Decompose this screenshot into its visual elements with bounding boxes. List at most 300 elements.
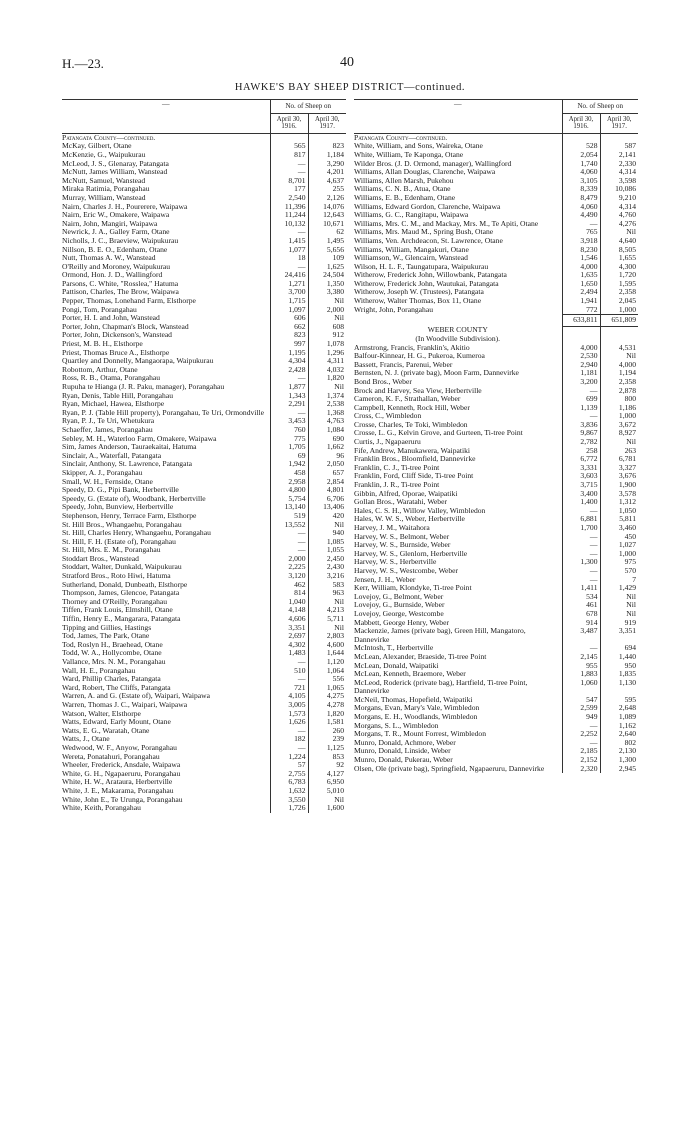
- sheep-1917: 1,084: [308, 426, 346, 435]
- sheep-1917: 62: [308, 228, 346, 237]
- owner-name: Hales, C. S. H., Willow Valley, Wimbledon: [354, 505, 486, 515]
- sheep-1916: 2,494: [562, 288, 600, 297]
- sheep-1917: 4,314: [600, 203, 638, 212]
- sheep-1916: 2,054: [562, 151, 600, 160]
- sheep-1916: 3,487: [562, 627, 600, 644]
- sheep-1917: 4,276: [600, 220, 638, 229]
- sheep-1916: 24,416: [270, 271, 308, 280]
- owner-name: Parsons, C. White, "Rosslea," Hatuma: [62, 278, 179, 288]
- owner-name: Ormond, Hon. J. D., Wallingford: [62, 270, 163, 280]
- sheep-1916: 6,881: [562, 515, 600, 524]
- sheep-1916: 6,772: [562, 455, 600, 464]
- sheep-1916: 1,300: [562, 558, 600, 567]
- sheep-1916: 4,302: [270, 641, 308, 650]
- owner-name: Gibbin, Alfred, Oporae, Waipatiki: [354, 488, 458, 498]
- owner-name: White, William, and Sons, Waireka, Otane: [354, 141, 483, 151]
- sheep-1917: 2,045: [600, 297, 638, 306]
- sheep-1917: 1,820: [308, 710, 346, 719]
- table-row: [354, 306, 638, 315]
- sheep-1917: 595: [600, 696, 638, 705]
- owner-name: Williams, Mrs. C. M., and Mackay, Mrs. M., Te Apiti, Otane: [354, 218, 539, 228]
- sheep-1916: 1,343: [270, 392, 308, 401]
- owner-name: Quartley and Donnelly, Mangaorapa, Waipukurau: [62, 356, 214, 366]
- sheep-1917: 3,676: [600, 472, 638, 481]
- sheep-1917: 1,120: [308, 658, 346, 667]
- owner-name: Ryan, P. J., Te Uri, Whetukura: [62, 416, 155, 426]
- sheep-1917: Nil: [600, 438, 638, 447]
- sheep-1916: 8,701: [270, 177, 308, 186]
- owner-name: Morgans, T. R., Mount Forrest, Wimbledon: [354, 729, 487, 739]
- sheep-1916: 823: [270, 331, 308, 340]
- sheep-1917: 1,600: [308, 804, 346, 813]
- sheep-1916: 3,715: [562, 481, 600, 490]
- sheep-1917: 4,311: [308, 357, 346, 366]
- sheep-1916: 1,195: [270, 349, 308, 358]
- sheep-1916: 2,755: [270, 770, 308, 779]
- owner-name: Vallance, Mrs. N. M., Porangahau: [62, 657, 166, 666]
- sheep-1917: 2,000: [308, 306, 346, 315]
- owner-name: Watson, Walter, Elsthorpe: [62, 708, 141, 718]
- owner-name: Munro, Donald, Achmore, Weber: [354, 737, 456, 747]
- sheep-1917: 10,671: [308, 220, 346, 229]
- sheep-1916: 1,483: [270, 649, 308, 658]
- sheep-1916: —: [562, 541, 600, 550]
- sheep-1916: 528: [562, 142, 600, 151]
- sheep-1917: 4,032: [308, 366, 346, 375]
- sheep-1916: 4,000: [562, 344, 600, 353]
- sheep-1916: —: [562, 722, 600, 731]
- sheep-1916: 547: [562, 696, 600, 705]
- sheep-1917: 4,127: [308, 770, 346, 779]
- sheep-1917: Nil: [600, 228, 638, 237]
- sheep-1917: 4,600: [308, 641, 346, 650]
- sheep-1917: 96: [308, 452, 346, 461]
- owner-name: McLeod, Roderick (private bag), Hartfield, Ti-tree Point, Dannevirke: [354, 677, 528, 696]
- owner-name: St. Hill, F. H. (Estate of), Porangahau: [62, 536, 176, 546]
- owner-name: Williams, Allen Marsh, Pukehou: [354, 175, 454, 185]
- sheep-1917: 92: [308, 761, 346, 770]
- owner-name: Nillson, B. E. O., Edenham, Otane: [62, 244, 168, 254]
- sheep-1917: 420: [308, 512, 346, 521]
- owner-name: Harvey, W. S., Herbertville: [354, 557, 437, 567]
- sheep-1916: 765: [562, 228, 600, 237]
- owner-name: Sim, James Anderson, Tauraekaitai, Hatuma: [62, 442, 197, 452]
- sheep-1916: 699: [562, 395, 600, 404]
- owner-name: Tiffen, Frank Louis, Elmshill, Otane: [62, 605, 173, 615]
- owner-name: Robottom, Arthur, Otane: [62, 364, 138, 374]
- sheep-1916: —: [270, 409, 308, 418]
- owner-name: Gollan Bros., Waratahi, Weber: [354, 497, 447, 507]
- sheep-1917: Nil: [308, 383, 346, 392]
- sheep-1916: 1,573: [270, 710, 308, 719]
- sheep-1916: —: [562, 576, 600, 585]
- sheep-1916: 510: [270, 667, 308, 676]
- owner-name: Morgans, S. L., Wimbledon: [354, 720, 439, 730]
- owner-name: Miraka Ratimia, Porangahau: [62, 184, 150, 194]
- owner-name: Olsen, Ole (private bag), Springfield, Ngapaeruru, Dannevirke: [354, 763, 545, 773]
- sheep-1916: 4,105: [270, 692, 308, 701]
- sheep-1917: 1,130: [600, 679, 638, 696]
- owner-name: St. Hill, Charles Henry, Whangaehu, Porangahau: [62, 528, 211, 538]
- owner-name: Pattison, Charles, The Brow, Waipawa: [62, 287, 179, 297]
- sheep-1916: 2,599: [562, 704, 600, 713]
- sheep-1917: 919: [600, 619, 638, 628]
- sheep-1916: 662: [270, 323, 308, 332]
- owner-name: Ryan, Denis, Table Hill, Porangahau: [62, 390, 174, 400]
- owner-name: Williams, Edward Gordon, Clarenche, Waipawa: [354, 201, 501, 211]
- owner-name: Nutt, Thomas A. W., Wanstead: [62, 253, 156, 263]
- sheep-1917: 4,637: [308, 177, 346, 186]
- owner-name: Williams, Allan Douglas, Clarenche, Waipawa: [354, 167, 496, 177]
- sheep-1917: Nil: [308, 521, 346, 530]
- owner-name: Nairn, Charles J. H., Pourerere, Waipawa: [62, 201, 188, 211]
- sheep-1916: —: [270, 263, 308, 272]
- sheep-1917: 853: [308, 753, 346, 762]
- sheep-1916: 1,411: [562, 584, 600, 593]
- sheep-1916: 949: [562, 713, 600, 722]
- sheep-1917: 694: [600, 644, 638, 653]
- owner-name: White, G. H., Ngapaeruru, Porangahau: [62, 768, 181, 778]
- sheep-1916: 817: [270, 151, 308, 160]
- sheep-1917: 450: [600, 533, 638, 542]
- sheep-1917: 1,581: [308, 718, 346, 727]
- sheep-1917: 4,763: [308, 417, 346, 426]
- sheep-1917: 109: [308, 254, 346, 263]
- owner-name: Skipper, A. J., Porangahau: [62, 467, 143, 477]
- sheep-1916: —: [270, 168, 308, 177]
- owner-name: Pepper, Thomas, Lonehand Farm, Elsthorpe: [62, 296, 196, 306]
- owner-name: Priest, M. B. H., Elsthorpe: [62, 339, 143, 349]
- owner-name: Porter, John, Dickenson's, Wanstead: [62, 330, 172, 340]
- sheep-1917: 2,358: [600, 288, 638, 297]
- owner-name: Ryan, P. J. (Table Hill property), Porangahau, Te Uri, Ormondville: [62, 407, 265, 417]
- total-1917: 651,809: [600, 315, 638, 327]
- owner-name: Speedy, D. G., Pipi Bank, Herbertville: [62, 485, 179, 495]
- sheep-1916: 3,351: [270, 624, 308, 633]
- sheep-1917: 5,010: [308, 787, 346, 796]
- owner-name: Franklin Bros., Bloomfield, Dannevirke: [354, 454, 476, 464]
- sheep-1916: 4,060: [562, 203, 600, 212]
- sheep-1917: 1,440: [600, 653, 638, 662]
- owner-name: McIntosh, T., Herbertville: [354, 643, 434, 653]
- owner-column-header: —: [62, 100, 270, 134]
- sheep-1916: 3,331: [562, 464, 600, 473]
- owner-name: Fife, Andrew, Manukawera, Waipatiki: [354, 445, 471, 455]
- sheep-1916: 6,783: [270, 778, 308, 787]
- sheep-1916: 760: [270, 426, 308, 435]
- owner-name: Williams, C. N. B., Atua, Otane: [354, 184, 451, 194]
- owner-name: Wereta, Ponatahuri, Porangahau: [62, 751, 160, 761]
- owner-name: Wilson, H. L. F., Taungatupara, Waipukurau: [354, 261, 489, 271]
- sheep-1916: 2,428: [270, 366, 308, 375]
- sheep-1917: 1,720: [600, 271, 638, 280]
- sheep-1916: 2,540: [270, 194, 308, 203]
- sheep-1916: —: [270, 529, 308, 538]
- sheep-1916: 775: [270, 435, 308, 444]
- sheep-1916: 462: [270, 581, 308, 590]
- sheep-1917: 3,460: [600, 524, 638, 533]
- owner-name: Williamson, W., Glencairn, Wanstead: [354, 253, 468, 263]
- county-heading: WEBER COUNTY: [427, 325, 488, 335]
- sheep-1916: —: [270, 675, 308, 684]
- sheep-1916: 8,339: [562, 185, 600, 194]
- sheep-1916: —: [562, 550, 600, 559]
- owner-name: Curtis, J., Ngapaeruru: [354, 437, 421, 447]
- owner-name: McLean, Alexander, Braeside, Ti-tree Point: [354, 651, 487, 661]
- sheep-1916: 1,271: [270, 280, 308, 289]
- sheep-1917: 1,300: [600, 756, 638, 765]
- sheep-1917: 2,945: [600, 765, 638, 774]
- owner-name: Porter, H. I. and John, Wanstead: [62, 313, 160, 323]
- col-1916-header: April 30, 1916.: [270, 113, 308, 133]
- owner-name: Stephenson, Henry, Terrace Farm, Elsthorpe: [62, 510, 197, 520]
- sheep-1917: 4,531: [600, 344, 638, 353]
- page-reference: H.—23.: [62, 56, 104, 71]
- owner-name: Witherow, Frederick John, Wautukai, Patangata: [354, 278, 499, 288]
- owner-name: Sutherland, Donald, Dunbeath, Elsthorpe: [62, 579, 188, 589]
- subdivision-heading: (In Woodville Subdivision).: [415, 333, 501, 343]
- sheep-1917: 260: [308, 727, 346, 736]
- owner-name: Warren, Thomas J. C., Waipari, Waipawa: [62, 699, 188, 709]
- sheep-1916: 2,145: [562, 653, 600, 662]
- sheep-1917: Nil: [308, 624, 346, 633]
- sheep-1917: 2,854: [308, 478, 346, 487]
- sheep-1916: 2,152: [562, 756, 600, 765]
- sheep-1917: 1,350: [308, 280, 346, 289]
- sheep-1916: 8,479: [562, 194, 600, 203]
- sheep-1917: 14,076: [308, 203, 346, 212]
- sheep-1917: 3,351: [600, 627, 638, 644]
- sheep-1917: 4,640: [600, 237, 638, 246]
- owner-name: Thompson, James, Glencoe, Patangata: [62, 588, 180, 598]
- sheep-1917: 1,050: [600, 507, 638, 516]
- sheep-1917: 3,578: [600, 490, 638, 499]
- sheep-1917: 1,089: [600, 713, 638, 722]
- sheep-1917: 2,648: [600, 704, 638, 713]
- owner-name: Bassett, Francis, Parenui, Weber: [354, 359, 453, 369]
- sheep-1916: 1,726: [270, 804, 308, 813]
- sheep-1916: 2,940: [562, 361, 600, 370]
- owner-name: Sinclair, A., Waterfall, Patangata: [62, 450, 162, 460]
- owner-name: Bond Bros., Weber: [354, 376, 412, 386]
- owner-name: Wilder Bros. (J. D. Ormond, manager), Wallingford: [354, 158, 512, 168]
- sheep-1917: 1,368: [308, 409, 346, 418]
- sheep-1917: 2,330: [600, 160, 638, 169]
- sheep-1916: 1,181: [562, 369, 600, 378]
- sheep-1916: 1,097: [270, 306, 308, 315]
- col-1916-header: April 30, 1916.: [562, 113, 600, 133]
- owner-name: Murray, William, Wanstead: [62, 192, 146, 202]
- sheep-1917: 1,085: [308, 538, 346, 547]
- sheep-1917: 6,950: [308, 778, 346, 787]
- owner-name: Todd, W. A., Hollycombe, Otane: [62, 648, 162, 658]
- owner-name: Munro, Donald, Pukerau, Weber: [354, 755, 453, 765]
- sheep-1916: 534: [562, 593, 600, 602]
- sheep-1916: 1,077: [270, 246, 308, 255]
- owner-name: Thorney and O'Reilly, Porangahau: [62, 596, 168, 606]
- owner-name: Franklin, C. J., Ti-tree Point: [354, 462, 440, 472]
- sheep-1917: 4,760: [600, 211, 638, 220]
- sheep-1916: 69: [270, 452, 308, 461]
- sheep-1916: —: [562, 387, 600, 396]
- sheep-1917: 657: [308, 469, 346, 478]
- owner-name: St. Hill Bros., Whangaehu, Porangahau: [62, 519, 182, 529]
- sheep-1917: 1,065: [308, 684, 346, 693]
- sheep-1916: 1,632: [270, 787, 308, 796]
- owner-name: White, William, Te Kaponga, Otane: [354, 149, 464, 159]
- owner-name: Witherow, Frederick John, Willowbank, Patangata: [354, 270, 507, 280]
- section-heading: Patangata County—continued.: [354, 132, 448, 142]
- owner-name: Sinclair, Anthony, St. Lawrence, Patangata: [62, 459, 192, 469]
- sheep-1917: 1,055: [308, 546, 346, 555]
- sheep-1916: 2,185: [562, 747, 600, 756]
- owner-name: McKay, Gilbert, Otane: [62, 141, 132, 151]
- owner-name: Williams, E. B., Edenham, Otane: [354, 192, 456, 202]
- sheep-1917: 583: [308, 581, 346, 590]
- owner-name: Morgans, E. H., Woodlands, Wimbledon: [354, 712, 478, 722]
- sheep-1916: 1,040: [270, 598, 308, 607]
- sheep-1916: 1,139: [562, 404, 600, 413]
- sheep-1916: —: [562, 644, 600, 653]
- sheep-1916: 1,877: [270, 383, 308, 392]
- owner-name: Tod, Roslyn H., Braehead, Otane: [62, 639, 163, 649]
- owner-name: Munro, Donald, Linside, Weber: [354, 746, 451, 756]
- sheep-1917: 1,162: [600, 722, 638, 731]
- sheep-1916: 182: [270, 735, 308, 744]
- sheep-1916: —: [270, 727, 308, 736]
- owner-name: Porter, John, Chapman's Block, Wanstead: [62, 321, 189, 331]
- sheep-1916: 461: [562, 601, 600, 610]
- sheep-1916: 2,291: [270, 400, 308, 409]
- sheep-1917: 4,000: [600, 361, 638, 370]
- sheep-1917: Nil: [600, 352, 638, 361]
- owner-name: Cameron, K. F., Strathallan, Weber: [354, 394, 461, 404]
- sheep-1916: 606: [270, 314, 308, 323]
- sheep-1917: 4,801: [308, 486, 346, 495]
- owner-name: Harvey, W. S., Glenlorn, Herbertville: [354, 548, 468, 558]
- sheep-1917: 1,374: [308, 392, 346, 401]
- sheep-1916: —: [562, 507, 600, 516]
- sheep-1917: 4,300: [600, 263, 638, 272]
- sheep-1917: 4,278: [308, 701, 346, 710]
- sheep-1917: 12,643: [308, 211, 346, 220]
- sheep-1916: —: [562, 567, 600, 576]
- sheep-1916: 3,200: [562, 378, 600, 387]
- owner-name: Wall, H. E., Porangahau: [62, 665, 136, 675]
- sheep-1916: —: [562, 739, 600, 748]
- owner-name: Tod, James, The Park, Otane: [62, 631, 150, 641]
- sheep-1917: 4,213: [308, 606, 346, 615]
- owner-name: Lovejoy, George, Westcombe: [354, 608, 444, 618]
- sheep-1916: 1,883: [562, 670, 600, 679]
- owner-name: Pongi, Tom, Porangahau: [62, 304, 137, 314]
- sheep-1916: 177: [270, 185, 308, 194]
- owner-name: Kerr, William, Klondyke, Ti-tree Point: [354, 583, 472, 593]
- sheep-1917: 802: [600, 739, 638, 748]
- sheep-1916: 57: [270, 761, 308, 770]
- sheep-1917: 4,314: [600, 168, 638, 177]
- sheep-1917: 2,450: [308, 555, 346, 564]
- sheep-1916: 4,606: [270, 615, 308, 624]
- sheep-1917: 3,380: [308, 288, 346, 297]
- owner-name: Campbell, Kenneth, Rock Hill, Weber: [354, 402, 470, 412]
- sheep-1916: 914: [562, 619, 600, 628]
- owner-name: Sebley, M. H., Waterloo Farm, Omakere, Waipawa: [62, 433, 217, 443]
- sheep-1917: Nil: [308, 598, 346, 607]
- sheep-1917: Nil: [600, 610, 638, 619]
- sheep-1917: 587: [600, 142, 638, 151]
- owner-name: Harvey, W. S., Westcombe, Weber: [354, 565, 459, 575]
- owner-name: Harvey, W. S., Belmont, Weber: [354, 531, 450, 541]
- sheep-1916: 11,396: [270, 203, 308, 212]
- sheep-count-header: No. of Sheep on: [270, 100, 346, 114]
- sheep-1916: 3,105: [562, 177, 600, 186]
- sheep-1917: 3,290: [308, 160, 346, 169]
- sheep-1916: 997: [270, 340, 308, 349]
- owner-name: Lovejoy, G., Burnside, Weber: [354, 600, 445, 610]
- sheep-1916: 1,740: [562, 160, 600, 169]
- owner-name: Speedy, G. (Estate of), Woodbank, Herbertville: [62, 493, 206, 503]
- sheep-1916: 3,400: [562, 490, 600, 499]
- sheep-1917: 3,327: [600, 464, 638, 473]
- sheep-1916: 3,550: [270, 796, 308, 805]
- sheep-1917: 1,000: [600, 412, 638, 421]
- sheep-1916: 4,000: [562, 263, 600, 272]
- owner-name: Morgans, Evan, Mary's Vale, Wimbledon: [354, 703, 480, 713]
- sheep-1917: 3,672: [600, 421, 638, 430]
- sheep-1916: 2,252: [562, 730, 600, 739]
- table-row: [354, 765, 638, 774]
- sheep-1916: 1,546: [562, 254, 600, 263]
- sheep-1917: 8,505: [600, 246, 638, 255]
- sheep-1917: 5,811: [600, 515, 638, 524]
- sheep-1917: 1,495: [308, 237, 346, 246]
- owner-name: Williams, Ven. Archdeacon, St. Lawrence, Otane: [354, 235, 503, 245]
- sheep-1917: 1,662: [308, 443, 346, 452]
- sheep-1917: 2,878: [600, 387, 638, 396]
- sheep-1917: Nil: [308, 297, 346, 306]
- sheep-1916: 3,700: [270, 288, 308, 297]
- sheep-1917: 912: [308, 331, 346, 340]
- sheep-1917: 2,640: [600, 730, 638, 739]
- sheep-1917: 1,296: [308, 349, 346, 358]
- owner-name: McKenzie, G., Waipukurau: [62, 149, 146, 159]
- owner-name: Harvey, W. S., Burnside, Weber: [354, 540, 451, 550]
- sheep-1916: 1,715: [270, 297, 308, 306]
- sheep-1917: 608: [308, 323, 346, 332]
- sheep-1917: 1,184: [308, 151, 346, 160]
- sheep-1916: 1,705: [270, 443, 308, 452]
- sheep-1917: 690: [308, 435, 346, 444]
- owner-name: Schaeffer, James, Porangahau: [62, 424, 153, 434]
- owner-name: Wheeler, Frederick, Ansdale, Waipawa: [62, 760, 181, 770]
- owner-name: Stratford Bros., Roto Hiwi, Hatuma: [62, 571, 171, 581]
- table-row: [354, 627, 638, 644]
- table-row: [62, 804, 346, 813]
- sheep-count-header: No. of Sheep on: [562, 100, 638, 114]
- sheep-1916: 678: [562, 610, 600, 619]
- owner-name: Witherow, Joseph W. (Trustees), Patangata: [354, 287, 484, 297]
- sheep-1916: 4,304: [270, 357, 308, 366]
- sheep-1917: 1,000: [600, 550, 638, 559]
- owner-name: Stoddart Bros., Wanstead: [62, 553, 139, 563]
- owner-name: Mabbett, George Henry, Weber: [354, 617, 449, 627]
- sheep-1917: 1,078: [308, 340, 346, 349]
- sheep-1916: 565: [270, 142, 308, 151]
- sheep-1917: 3,598: [600, 177, 638, 186]
- sheep-1917: 1,595: [600, 280, 638, 289]
- sheep-1916: 772: [562, 306, 600, 315]
